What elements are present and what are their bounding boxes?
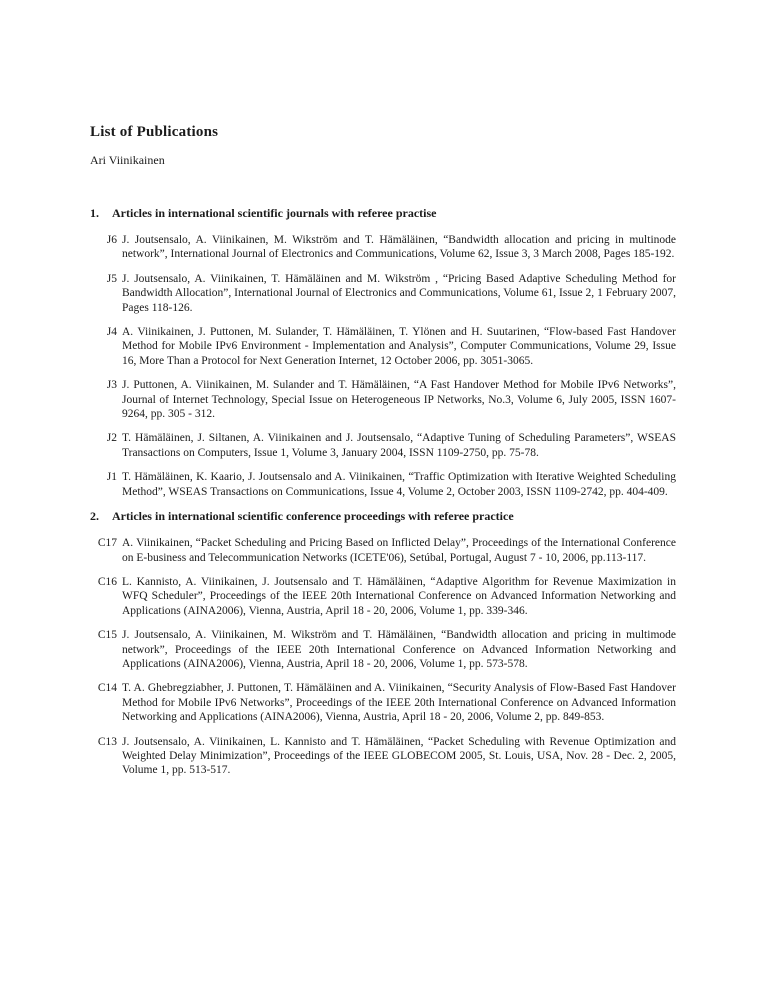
section-conference-articles [90,509,676,778]
entry-label: J4 [106,326,117,339]
entry-label: C15 [97,629,117,642]
entry-text: L. Kannisto, A. Viinikainen, J. Joutsensalo and T. Hämäläinen, “Adaptive Algorithm for Revenue Maximization in WFQ Scheduler”, Proceedings of the IEEE 20th International Conference on Advanced Information Networking and Applications (AINA2006), Vienna, Austria, April 18 - 20, 2006, Volume 1, pp. 339-346. [122,575,676,617]
publication-entry [90,325,676,368]
entry-text: J. Joutsensalo, A. Viinikainen, M. Wikström and T. Hämäläinen, “Bandwidth allocation and pricing in multinode network”, International Journal of Electronics and Communications, Volume 62, Issue 3, 3 March 2008, Pages 185-192. [122,234,676,261]
section-number: 2. [90,509,99,524]
entry-label: J5 [106,272,117,285]
entry-text: T. A. Ghebregziabher, J. Puttonen, T. Hämäläinen and A. Viinikainen, “Security Analysis of Flow-Based Fast Handover Method for Mobile IPv6 Networks”, Proceedings of the IEEE 20th International Conference on Advanced Information Networking and Applications (AINA2006), Vienna, Austria, April 18 - 20, 2006, Volume 2, pp. 849-853. [122,682,676,724]
entry-text: J. Puttonen, A. Viinikainen, M. Sulander and T. Hämäläinen, “A Fast Handover Method for Mobile IPv6 Networks”, Journal of Internet Technology, Special Issue on Heterogeneous IP Networks, No.3, Volume 6, July 2005, ISSN 1607-9264, pp. 305 - 312. [122,379,676,421]
page-title: List of Publications [90,124,219,140]
publication-entry [90,378,676,421]
entry-label: C17 [97,537,117,550]
publication-entry [90,272,676,315]
entry-text: A. Viinikainen, “Packet Scheduling and Pricing Based on Inflicted Delay”, Proceedings of the International Conference on E-business and Telecommunication Networks (ICETE'06), Setúbal, Portugal, August 7 - 10, 2006, pp.113-117. [122,537,676,564]
entry-text: J. Joutsensalo, A. Viinikainen, T. Hämäläinen and M. Wikström , “Pricing Based Adaptive Scheduling Method for Bandwidth Allocation”, International Journal of Electronics and Communications, Volume 61, Issue 2, 1 February 2007, Pages 118-126. [122,272,676,314]
entry-text: J. Joutsensalo, A. Viinikainen, M. Wikström and T. Hämäläinen, “Bandwidth allocation and pricing in multimode network”, Proceedings of the IEEE 20th International Conference on Advanced Information Networking and Applications (AINA2006), Vienna, Austria, April 18 - 20, 2006, Volume 1, pp. 573-578. [122,629,676,670]
section-title: Articles in international scientific conference proceedings with referee practice [112,509,514,524]
section-number: 1. [90,206,99,220]
entry-label: J1 [106,471,117,484]
section-title: Articles in international scientific journals with referee practise [112,206,437,220]
entry-text: J. Joutsensalo, A. Viinikainen, L. Kannisto and T. Hämäläinen, “Packet Scheduling with Revenue Optimization and Weighted Delay Minimization”, Proceedings of the IEEE GLOBECOM 2005, St. Louis, USA, Nov. 28 - Dec. 2, 2005, Volume 1, pp. 513-517. [122,735,676,777]
section-journal-articles [90,206,676,499]
publication-entry [90,233,676,262]
publication-entry [90,681,676,724]
publication-entry [90,536,676,565]
entry-label: J6 [106,234,117,246]
publication-entry [90,470,676,499]
entry-text: T. Hämäläinen, K. Kaario, J. Joutsensalo and A. Viinikainen, “Traffic Optimization with Iterative Weighted Scheduling Method”, WSEAS Transactions on Communications, Issue 4, Volume 2, October 2003, ISSN 1109-2742, pp. 404-409. [122,471,676,498]
author-name: Ari Viinikainen [90,153,165,167]
publication-entry [90,735,676,778]
entry-text: A. Viinikainen, J. Puttonen, M. Sulander, T. Hämäläinen, T. Ylönen and H. Suutarinen, “Flow-based Fast Handover Method for Mobile IPv6 Environment - Implementation and Analysis”, Computer Communications, Volume 29, Issue 16, More Than a Protocol for Next Generation Internet, 12 October 2006, pp. 3051-3065. [122,326,676,367]
section-heading [90,509,676,524]
publication-entry [90,575,676,618]
entry-text: T. Hämäläinen, J. Siltanen, A. Viinikainen and J. Joutsensalo, “Adaptive Tuning of Scheduling Parameters”, WSEAS Transactions on Computers, Issue 1, Volume 3, January 2004, ISSN 1109-2750, pp. 75-78. [122,432,676,459]
publication-entry [90,431,676,460]
publication-entry [90,628,676,671]
entry-label: C13 [97,735,117,748]
entry-label: C16 [97,575,117,588]
entry-label: C14 [97,682,117,695]
entry-label: J2 [106,432,117,445]
entry-label: J3 [106,379,117,392]
section-heading [90,206,676,221]
